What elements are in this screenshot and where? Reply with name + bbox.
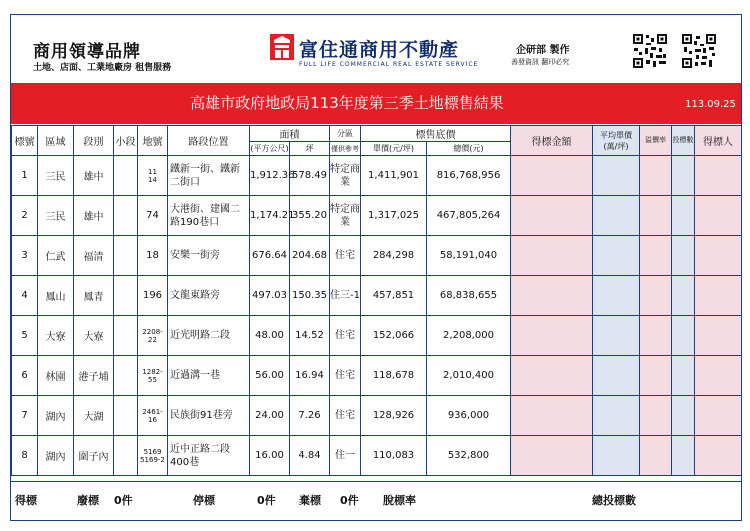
premium-cell — [640, 436, 672, 476]
forfeited-count: 0件 — [340, 494, 359, 507]
cell-area-m2: 48.00 — [250, 316, 290, 356]
winning-amount-cell — [511, 316, 593, 356]
cell-area-ping: 150.35 — [290, 276, 330, 316]
cell-district: 仁武 — [38, 236, 74, 276]
cell-zoning: 住宅 — [330, 236, 361, 276]
cell-total-price: 816,768,956 — [427, 156, 511, 196]
avg-unit-price-cell — [593, 396, 640, 436]
bid-count-cell — [672, 276, 695, 316]
cell-subsection — [114, 276, 138, 316]
cell-no: 1 — [12, 156, 38, 196]
cell-section: 雄中 — [74, 196, 114, 236]
premium-cell — [640, 196, 672, 236]
cell-no: 7 — [12, 396, 38, 436]
table-row — [12, 356, 742, 396]
cell-total-price: 68,838,655 — [427, 276, 511, 316]
cell-location: 民族街91巷旁 — [168, 396, 250, 436]
suspended-label: 停標 — [193, 494, 215, 507]
col-location: 路段位置 — [168, 126, 250, 156]
cell-location: 大港街、建國二路190巷口 — [168, 196, 250, 236]
cell-zoning: 住三-1 — [330, 276, 361, 316]
cell-subsection — [114, 396, 138, 436]
maker-label: 企研部 製作 — [516, 45, 570, 56]
company-logo-icon — [269, 33, 295, 61]
cell-total-price: 2,010,400 — [427, 356, 511, 396]
cell-section: 大寮 — [74, 316, 114, 356]
winning-amount-cell — [511, 276, 593, 316]
cell-area-ping: 4.84 — [290, 436, 330, 476]
bid-count-cell — [672, 196, 695, 236]
cell-location: 鐵新一街、鐵新二街口 — [168, 156, 250, 196]
col-zoning: 分區 — [330, 126, 361, 142]
cell-unit-price: 284,298 — [361, 236, 427, 276]
cell-area-ping: 7.26 — [290, 396, 330, 436]
cell-location: 文龍東路旁 — [168, 276, 250, 316]
announcement-sheet — [10, 14, 742, 521]
winning-amount-cell — [511, 396, 593, 436]
table-row — [12, 156, 742, 196]
table-row — [12, 436, 742, 476]
avg-unit-price-cell — [593, 156, 640, 196]
cell-subsection — [114, 316, 138, 356]
winning-amount-cell — [511, 356, 593, 396]
cell-section: 大湖 — [74, 396, 114, 436]
abandoned-label: 廢標 — [77, 494, 99, 507]
cell-total-price: 2,208,000 — [427, 316, 511, 356]
cell-area-m2: 676.64 — [250, 236, 290, 276]
cell-unit-price: 1,317,025 — [361, 196, 427, 236]
cell-district: 三民 — [38, 156, 74, 196]
cell-lot: 2461-16 — [138, 396, 168, 436]
table-row — [12, 396, 742, 436]
brand-tagline: 土地、店面、工業地廠房 租售服務 — [33, 63, 172, 73]
col-winning-amount: 得標金額 — [511, 126, 593, 156]
table-row — [12, 316, 742, 356]
col-subsection: 小段 — [114, 126, 138, 156]
cell-district: 林園 — [38, 356, 74, 396]
cell-subsection — [114, 156, 138, 196]
cell-unit-price: 128,926 — [361, 396, 427, 436]
cell-location: 近光明路二段 — [168, 316, 250, 356]
bid-count-cell — [672, 156, 695, 196]
qr-code-icon — [681, 33, 717, 69]
qr-code-icon — [632, 33, 668, 69]
header — [11, 15, 741, 79]
cell-area-ping: 578.49 — [290, 156, 330, 196]
cell-no: 5 — [12, 316, 38, 356]
cell-location: 安樂一街旁 — [168, 236, 250, 276]
avg-unit-price-cell — [593, 436, 640, 476]
table-row — [12, 236, 742, 276]
cell-unit-price: 1,411,901 — [361, 156, 427, 196]
cell-district: 湖內 — [38, 396, 74, 436]
col-premium: 溢價率 — [640, 126, 672, 156]
cell-lot: 2208-22 — [138, 316, 168, 356]
premium-cell — [640, 276, 672, 316]
cell-section: 港子埔 — [74, 356, 114, 396]
cell-section: 圍子內 — [74, 436, 114, 476]
cell-district: 湖內 — [38, 436, 74, 476]
col-area-m2: (平方公尺) — [250, 142, 290, 156]
col-total-price: 總價(元) — [427, 142, 511, 156]
cell-unit-price: 457,851 — [361, 276, 427, 316]
winning-amount-cell — [511, 156, 593, 196]
winner-cell — [695, 396, 742, 436]
winner-cell — [695, 276, 742, 316]
cell-area-ping: 355.20 — [290, 196, 330, 236]
col-base-price: 標售底價 — [361, 126, 511, 142]
cell-zoning: 住宅 — [330, 356, 361, 396]
winner-cell — [695, 236, 742, 276]
cell-zoning: 住宅 — [330, 316, 361, 356]
cell-total-price: 532,800 — [427, 436, 511, 476]
winner-cell — [695, 156, 742, 196]
cell-lot: 11 14 — [138, 156, 168, 196]
cell-district: 大寮 — [38, 316, 74, 356]
cell-subsection — [114, 236, 138, 276]
cell-section: 鳳青 — [74, 276, 114, 316]
sale-rate-label: 脫標率 — [383, 494, 416, 507]
cell-section: 福清 — [74, 236, 114, 276]
cell-no: 4 — [12, 276, 38, 316]
table-row — [12, 196, 742, 236]
suspended-count: 0件 — [257, 494, 276, 507]
winner-cell — [695, 196, 742, 236]
cell-area-m2: 16.00 — [250, 436, 290, 476]
cell-total-price: 936,000 — [427, 396, 511, 436]
col-winner: 得標人 — [695, 126, 742, 156]
premium-cell — [640, 396, 672, 436]
total-bids-label: 總投標數 — [592, 494, 636, 507]
cell-area-ping: 16.94 — [290, 356, 330, 396]
cell-subsection — [114, 356, 138, 396]
cell-area-m2: 1,912.36 — [250, 156, 290, 196]
cell-lot: 5169 5169-2 — [138, 436, 168, 476]
abandoned-count: 0件 — [114, 494, 133, 507]
cell-subsection — [114, 436, 138, 476]
title-bar — [11, 83, 741, 124]
cell-zoning: 住宅 — [330, 396, 361, 436]
bid-count-cell — [672, 436, 695, 476]
maker-sub-label: 善發資訊 翻印必究 — [511, 58, 570, 66]
col-no: 標號 — [12, 126, 38, 156]
cell-no: 6 — [12, 356, 38, 396]
cell-zoning: 特定商業 — [330, 196, 361, 236]
cell-lot: 196 — [138, 276, 168, 316]
col-lot: 地號 — [138, 126, 168, 156]
cell-area-m2: 56.00 — [250, 356, 290, 396]
cell-no: 3 — [12, 236, 38, 276]
col-avg-unit-price-unit: (萬/坪) — [603, 141, 629, 151]
winner-cell — [695, 356, 742, 396]
col-area: 面積 — [250, 126, 330, 142]
avg-unit-price-cell — [593, 316, 640, 356]
page-title: 高雄市政府地政局113年度第三季土地標售結果 — [190, 94, 504, 112]
cell-lot: 74 — [138, 196, 168, 236]
cell-zoning: 住一 — [330, 436, 361, 476]
col-zoning-sub: 僅供參考 — [330, 142, 361, 156]
cell-area-m2: 497.03 — [250, 276, 290, 316]
premium-cell — [640, 316, 672, 356]
cell-unit-price: 118,678 — [361, 356, 427, 396]
cell-unit-price: 152,066 — [361, 316, 427, 356]
winning-amount-cell — [511, 436, 593, 476]
avg-unit-price-cell — [593, 196, 640, 236]
premium-cell — [640, 156, 672, 196]
brand-name: 商用領導品牌 — [33, 42, 141, 62]
cell-no: 2 — [12, 196, 38, 236]
winning-amount-cell — [511, 196, 593, 236]
winner-cell — [695, 316, 742, 356]
bid-count-cell — [672, 356, 695, 396]
bid-count-cell — [672, 396, 695, 436]
forfeited-label: 棄標 — [299, 494, 321, 507]
cell-area-m2: 24.00 — [250, 396, 290, 436]
winner-cell — [695, 436, 742, 476]
cell-zoning: 特定商業 — [330, 156, 361, 196]
cell-section: 雄中 — [74, 156, 114, 196]
cell-total-price: 58,191,040 — [427, 236, 511, 276]
col-area-ping: 坪 — [290, 142, 330, 156]
cell-area-ping: 204.68 — [290, 236, 330, 276]
bid-count-cell — [672, 236, 695, 276]
cell-total-price: 467,805,264 — [427, 196, 511, 236]
cell-location: 近中正路二段400巷 — [168, 436, 250, 476]
results-table — [11, 125, 742, 476]
col-district: 區域 — [38, 126, 74, 156]
won-label: 得標 — [15, 494, 37, 507]
avg-unit-price-cell — [593, 276, 640, 316]
premium-cell — [640, 236, 672, 276]
date-label: 113.09.25 — [685, 96, 735, 114]
cell-no: 8 — [12, 436, 38, 476]
cell-area-ping: 14.52 — [290, 316, 330, 356]
premium-cell — [640, 356, 672, 396]
table-row — [12, 276, 742, 316]
col-bid-count: 投標數 — [672, 126, 695, 156]
cell-district: 三民 — [38, 196, 74, 236]
col-avg-unit-price-label: 平均單價 — [600, 130, 632, 140]
avg-unit-price-cell — [593, 356, 640, 396]
company-english-name: FULL LIFE COMMERCIAL REAL ESTATE SERVICE — [299, 61, 479, 68]
cell-unit-price: 110,083 — [361, 436, 427, 476]
company-name: 富住通商用不動產 — [299, 39, 460, 61]
col-unit-price: 單價(元/坪) — [361, 142, 427, 156]
bid-count-cell — [672, 316, 695, 356]
cell-district: 鳳山 — [38, 276, 74, 316]
cell-area-m2: 1,174.21 — [250, 196, 290, 236]
avg-unit-price-cell — [593, 236, 640, 276]
cell-location: 近過溝一巷 — [168, 356, 250, 396]
col-avg-unit-price — [593, 126, 640, 156]
winning-amount-cell — [511, 236, 593, 276]
col-section: 段別 — [74, 126, 114, 156]
cell-lot: 18 — [138, 236, 168, 276]
cell-lot: 1282-55 — [138, 356, 168, 396]
cell-subsection — [114, 196, 138, 236]
summary-footer — [11, 481, 741, 520]
